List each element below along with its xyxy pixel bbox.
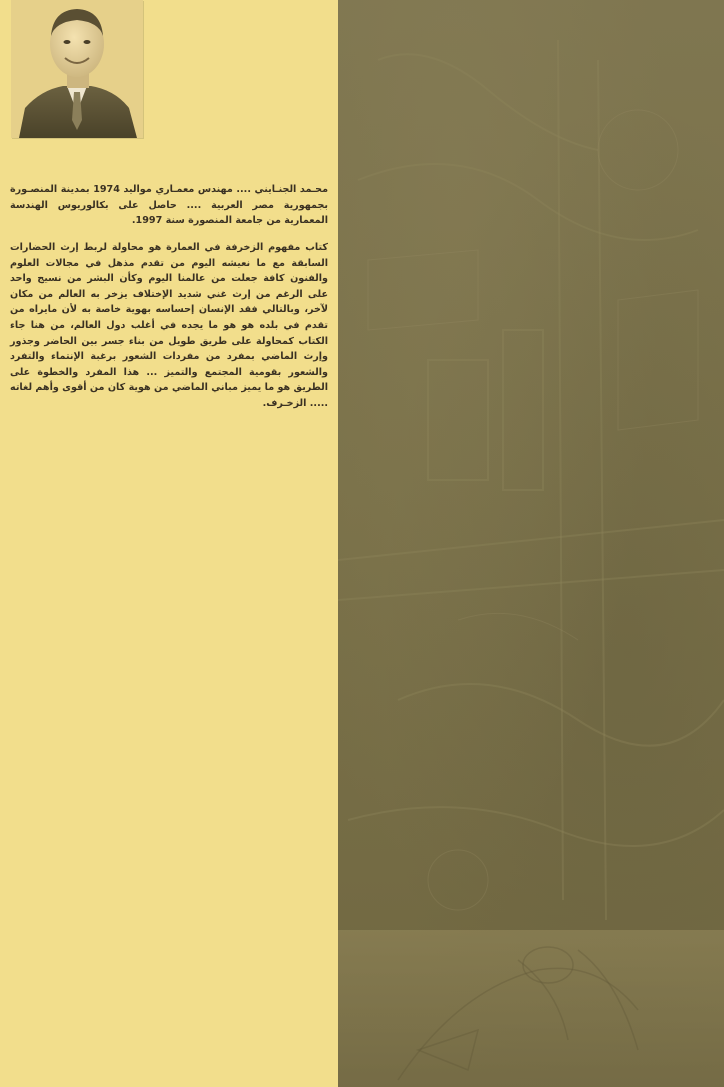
decorative-image-panel — [338, 0, 724, 1087]
mosaic-detail-icon — [338, 930, 724, 1087]
author-bio: محـمد الجنـايني .... مهندس معمـاري مواليد 1974 بمدينة المنصـورة بجمهورية مصر العربية .... حاصل على بكالوريوس الهندسة المعمارية من جامعة المنصورة سنة 1997. — [10, 184, 329, 227]
text-panel — [0, 0, 338, 1087]
author-photo — [11, 0, 143, 138]
architectural-sketch-icon — [338, 0, 724, 1087]
bottom-decorative-band — [338, 930, 724, 1087]
author-portrait-icon — [11, 0, 143, 138]
book-description: كتاب مفهوم الزخرفة في العمارة هو محاولة لربط إرث الحضارات السابقة مع ما نعيشه اليوم من تقدم مذهل في مجالات العلوم والفنون كافة جعلت من عالمنا اليوم وكأن البشر من نسيج واحد على الرغم من إرث غني شديد الإختلاف يزخر به العالم من مكان لآخر، وبالتالي فقد الإنسان إحساسه بهوية خاصة به لأن مايراه من تقدم في بلده هو هو ما يجده في أغلب دول العالم، من هنا جاء الكتاب كمحاولة على طريق طويل من بناء جسر بين الحاضر وجذور وإرث الماضي بمفرد من مفردات الشعور برغبة الإنتماء والتفرد والشعور بقومية المجتمع والتميز ... هذا المفرد والخطوة على الطريق هو ما يميز مباني الماضي من هوية كان من أقوى وأهم لغاته ..... الزخـرف. — [10, 242, 328, 409]
